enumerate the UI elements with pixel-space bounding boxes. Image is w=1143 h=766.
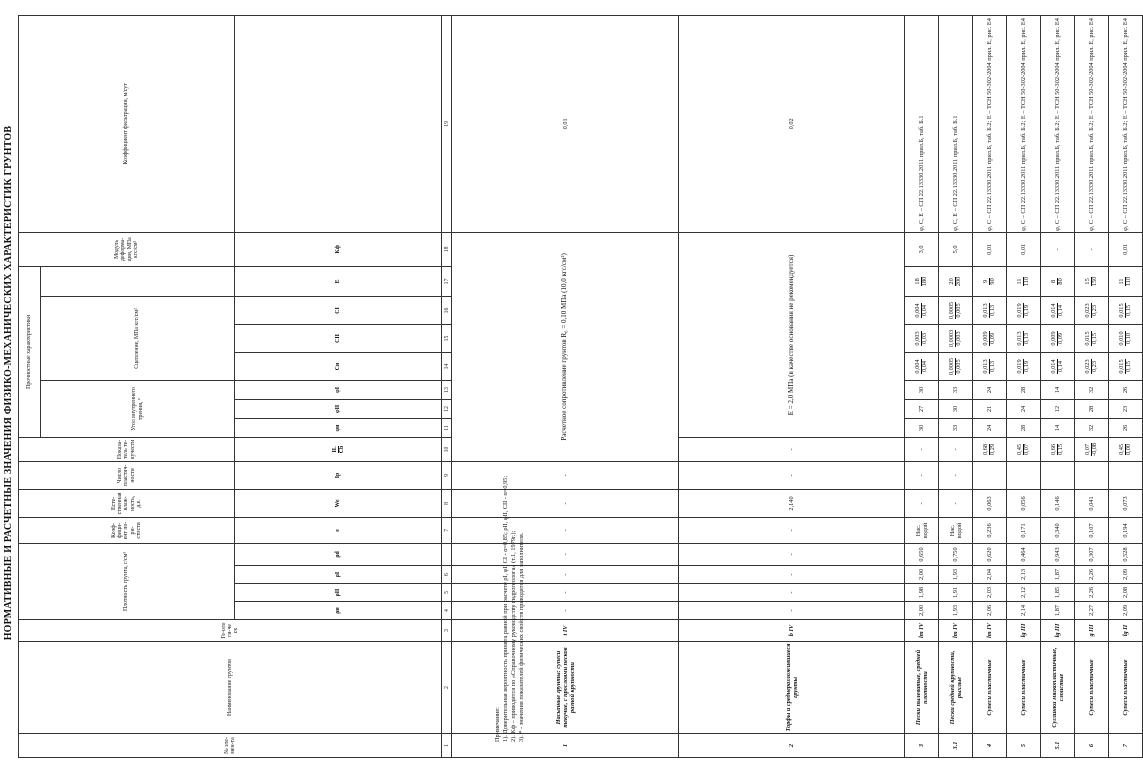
cell-moisture: 0,146	[1041, 489, 1075, 517]
header-plasticity: Число пластич-ности	[19, 461, 235, 489]
sym-e: e	[235, 517, 442, 543]
cell-rho-ii: 2,12	[1007, 584, 1041, 602]
cell-moisture: -	[939, 489, 973, 517]
cell-soil-name: Насыпные грунты: супеси текучие, с прослоями песков разной крупности	[452, 642, 679, 734]
sym-c-ii: CII	[235, 324, 442, 352]
cell-phi-n: 24	[973, 418, 1007, 437]
cell-c-n: 0,013 0,13	[973, 352, 1007, 380]
cell-rho-i: 2,09	[1109, 566, 1143, 584]
cell-rho-i: -	[678, 566, 905, 584]
cell-num: 1	[452, 734, 679, 758]
cell-liquidity: -	[939, 437, 973, 461]
cell-phi-ii: 27	[905, 399, 939, 418]
cell-rho-n: 2,09	[1109, 602, 1143, 620]
cell-rho-ii: -	[678, 584, 905, 602]
cell-c-ii: 0,009 0,09	[1041, 324, 1075, 352]
cell-rho-ii: -	[452, 584, 679, 602]
cell-e-mod: 18 180	[905, 266, 939, 296]
header-porosity: Коэф-фици-ент по-ри-стости	[19, 517, 235, 543]
cell-e-mod: 11 110	[1109, 266, 1143, 296]
cell-plasticity: -	[678, 461, 905, 489]
cell-e-mod: 8 80	[1041, 266, 1075, 296]
cell-e-mod: 11 110	[1007, 266, 1041, 296]
cell-c-i: 0,004 0,04	[905, 296, 939, 324]
cell-phi-ii: 24	[1007, 399, 1041, 418]
cell-phi-i: 24	[973, 380, 1007, 399]
colnum-7: 7	[442, 517, 452, 543]
cell-rho-i: 2,13	[1007, 566, 1041, 584]
cell-rho-n: 1,93	[939, 602, 973, 620]
sym-rho-d: ρd	[235, 543, 442, 565]
table-row	[1075, 15, 1109, 757]
cell-phi-i: 28	[1007, 380, 1041, 399]
cell-liquidity: 0,45 0,07	[1007, 437, 1041, 461]
cell-soil-name: Супеси пластичные	[1007, 642, 1041, 734]
cell-rho-n: 1,87	[1041, 602, 1075, 620]
cell-liquidity: 0,45 0,00	[1109, 437, 1143, 461]
cell-phi-n: 26	[1109, 418, 1143, 437]
table-row	[939, 15, 973, 757]
cell-soil-name: Пески средней крупности, рыхлые	[939, 642, 973, 734]
cell-phi-ii: 28	[1075, 399, 1109, 418]
cell-rho-d: 0,943	[1041, 543, 1075, 565]
document-title: НОРМАТИВНЫЕ И РАСЧЕТНЫЕ ЗНАЧЕНИЯ ФИЗИКО-МЕХАНИЧЕСКИХ ХАРАКТЕРИСТИК ГРУНТОВ	[3, 125, 14, 641]
cell-rho-i: 2,00	[905, 566, 939, 584]
cell-c-ii: 0,0003 0,003	[939, 324, 973, 352]
cell-liquidity: -	[678, 437, 905, 461]
colnum-6: 6	[442, 566, 452, 584]
cell-rho-i: 2,04	[973, 566, 1007, 584]
cell-c-ii: 0,015 0,15	[1075, 324, 1109, 352]
cell-porosity: 0,194	[1109, 517, 1143, 543]
cell-c-i: 0,023 0,23	[1075, 296, 1109, 324]
note-3: 3). * - значения показателей физических свойств приводятся для заполнителя.	[517, 532, 525, 742]
colnum-11: 11	[442, 418, 452, 437]
table-row	[1109, 15, 1143, 757]
cell-phi-i: 30	[905, 380, 939, 399]
cell-porosity: 0,107	[1075, 517, 1109, 543]
cell-method: φ, C – СП 22.13330.2011 прил.Б, таб. Б.2; E – ТСН 50-302-2004 прил. Е, рис. Е4	[1007, 15, 1041, 232]
colnum-18: 18	[442, 232, 452, 266]
cell-age: lm IV	[905, 620, 939, 642]
cell-rho-d: -	[452, 543, 679, 565]
sym-rho-ii: ρII	[235, 584, 442, 602]
cell-c-i: 0,019 0,19	[1007, 296, 1041, 324]
cell-liquidity: -	[905, 437, 939, 461]
cell-c-n: 0,019 0,19	[1007, 352, 1041, 380]
colnum-6b	[442, 543, 452, 565]
cell-phi-n: 30	[905, 418, 939, 437]
cell-rho-i: 2,26	[1075, 566, 1109, 584]
cell-plasticity: -	[905, 461, 939, 489]
cell-liquidity: 0,07 -0,08	[1075, 437, 1109, 461]
cell-c-n: 0,014 0,14	[1041, 352, 1075, 380]
note-2: 2). Kф – приводится по «Справочному руководству гидрогеолога» (т.1, 1979г.);	[509, 530, 517, 742]
cell-rho-d: 0,464	[1007, 543, 1041, 565]
cell-phi-n: 28	[1007, 418, 1041, 437]
header-soil-name: Наименование грунтов	[19, 642, 442, 734]
cell-porosity: 0,171	[1007, 517, 1041, 543]
header-filtration: Коэффициент фильтрации, м/сут	[19, 15, 235, 232]
table-row	[973, 15, 1007, 757]
cell-rho-ii: 2,08	[1109, 584, 1143, 602]
header-element-number: № эле-мен-та	[19, 734, 442, 758]
sym-phi-ii: φII	[235, 399, 442, 418]
cell-rho-i: 1,93	[939, 566, 973, 584]
cell-c-i: 0,014 0,14	[1041, 296, 1075, 324]
header-deformation-modulus: Модуль деформа-ции, МПа кгс/см²	[19, 232, 235, 266]
cell-moisture: 2,140	[678, 489, 905, 517]
cell-porosity: Нас. водой	[939, 517, 973, 543]
cell-filtration: -	[1075, 232, 1109, 266]
colnum-15: 15	[442, 324, 452, 352]
sym-we: We	[235, 489, 442, 517]
notes-heading: Примечание:	[494, 707, 501, 742]
cell-e-mod: 20 200	[939, 266, 973, 296]
cell-c-n: 0,004 0,04	[905, 352, 939, 380]
sym-c-i: CI	[235, 296, 442, 324]
cell-num: 3.1	[939, 734, 973, 758]
cell-c-i: 0,015 0,15	[1109, 296, 1143, 324]
cell-num: 5	[1007, 734, 1041, 758]
header-strength-blank	[41, 266, 235, 296]
header-strength: Прочностные характеристики	[19, 266, 41, 437]
cell-method: φ, C – СП 22.13330.2011 прил.Б, таб. Б.2; E – ТСН 50-302-2004 прил. Е, рис. Е4	[973, 15, 1007, 232]
cell-rho-n: -	[452, 602, 679, 620]
colnum-14: 14	[442, 352, 452, 380]
cell-soil-name: Торфы и среднеразложившиеся грунты	[678, 642, 905, 734]
cell-phi-i: 33	[939, 380, 973, 399]
cell-method: φ, C – СП 22.13330.2011 прил.Б, таб. Б.2; E – ТСН 50-302-2004 прил. Е, рис. Е4	[1109, 15, 1143, 232]
cell-age: g III	[1075, 620, 1109, 642]
cell-moisture: 0,063	[973, 489, 1007, 517]
cell-c-ii: 0,010 0,10	[1109, 324, 1143, 352]
sym-e-mod: E	[235, 266, 442, 296]
cell-filtration: 0,01	[452, 15, 679, 232]
cell-rho-d: -	[678, 543, 905, 565]
sym-kf: Kф	[235, 232, 442, 266]
soil-properties-table	[18, 15, 1143, 758]
cell-num: 4	[973, 734, 1007, 758]
cell-num: 5.1	[1041, 734, 1075, 758]
cell-filtration: 3,0	[905, 232, 939, 266]
cell-moisture: 0,041	[1075, 489, 1109, 517]
cell-c-n: 0,0005 0,005	[939, 352, 973, 380]
colnum-3: 3	[442, 620, 452, 642]
cell-rho-n: 2,27	[1075, 602, 1109, 620]
colnum-1: 1	[442, 734, 452, 758]
cell-c-i: 0,0005 0,005	[939, 296, 973, 324]
cell-age: t IV	[452, 620, 679, 642]
cell-rho-n: 2,06	[973, 602, 1007, 620]
cell-rho-ii: 2,03	[973, 584, 1007, 602]
cell-soil-name: Пески пылеватые, средней плотности	[905, 642, 939, 734]
cell-bearing-resistance: Расчетное сопротивление грунтов R₀ = 0,10 MПа (10,0 кгс/см²)	[452, 232, 679, 461]
cell-moisture: -	[905, 489, 939, 517]
cell-filtration: 0,02	[678, 15, 905, 232]
note-1: 1). Доверительная вероятность принята равной при расчете ρI, φI, CI - α=0,85; ρII, φII, CII - α=0,95;	[501, 475, 509, 742]
header-friction-angle: Угол внутреннего трения, °	[41, 380, 235, 437]
cell-phi-ii: 21	[973, 399, 1007, 418]
table-row	[905, 15, 939, 757]
colnum-4: 4	[442, 602, 452, 620]
cell-plasticity	[1109, 461, 1143, 489]
cell-method: φ, C – СП 22.13330.2011 прил.Б, таб. Б.2; E – ТСН 50-302-2004 прил. Е, рис. Е4	[1075, 15, 1109, 232]
cell-porosity: 0,236	[973, 517, 1007, 543]
cell-filtration: 0,01	[973, 232, 1007, 266]
cell-rho-n: 2,00	[905, 602, 939, 620]
cell-rho-i: -	[452, 566, 679, 584]
sym-ip: Ip	[235, 461, 442, 489]
cell-moisture: -	[452, 489, 679, 517]
cell-plasticity	[973, 461, 1007, 489]
cell-rho-ii: 2,26	[1075, 584, 1109, 602]
cell-c-i: 0,013 0,13	[973, 296, 1007, 324]
cell-c-ii: 0,013 0,13	[1007, 324, 1041, 352]
cell-filtration: 5,0	[939, 232, 973, 266]
colnum-13: 13	[442, 380, 452, 399]
cell-e-mod: 9 90	[973, 266, 1007, 296]
cell-porosity: Нас. водой	[905, 517, 939, 543]
cell-deformation-note: E = 2,0 MПа (в качестве основания не рекомендуется)	[678, 232, 905, 437]
cell-plasticity	[1007, 461, 1041, 489]
cell-method: φ, C – СП 22.13330.2011 прил.Б, таб. Б.2; E – ТСН 50-302-2004 прил. Е, рис. Е4	[1041, 15, 1075, 232]
cell-rho-ii: 1,85	[1041, 584, 1075, 602]
cell-rho-i: 1,87	[1041, 566, 1075, 584]
cell-num: 7	[1109, 734, 1143, 758]
cell-age: lm IV	[973, 620, 1007, 642]
cell-liquidity: 0,68 0,29	[973, 437, 1007, 461]
cell-moisture: 0,056	[1007, 489, 1041, 517]
colnum-12: 12	[442, 399, 452, 418]
colnum-5: 5	[442, 584, 452, 602]
header-density: Плотность грунта, г/см³	[19, 543, 235, 619]
cell-rho-d: 0,620	[973, 543, 1007, 565]
colnum-8: 8	[442, 489, 452, 517]
colnum-10: 10	[442, 437, 452, 461]
cell-plasticity	[1041, 461, 1075, 489]
cell-rho-d: 0,750	[939, 543, 973, 565]
sym-il: IL Сb	[235, 437, 442, 461]
cell-phi-i: 26	[1109, 380, 1143, 399]
cell-liquidity: 0,66 0,15	[1041, 437, 1075, 461]
cell-phi-ii: 12	[1041, 399, 1075, 418]
cell-age: lm IV	[939, 620, 973, 642]
cell-rho-d: 0,307	[1075, 543, 1109, 565]
cell-soil-name: Супеси пластичные	[973, 642, 1007, 734]
cell-phi-n: 32	[1075, 418, 1109, 437]
sym-rho-n: ρн	[235, 602, 442, 620]
cell-age: lg III	[1007, 620, 1041, 642]
cell-filtration: 0,01	[1007, 232, 1041, 266]
cell-moisture: 0,073	[1109, 489, 1143, 517]
cell-porosity: -	[452, 517, 679, 543]
cell-rho-d: 0,650	[905, 543, 939, 565]
notes-block	[494, 142, 525, 742]
table-row	[452, 15, 679, 757]
cell-phi-n: 33	[939, 418, 973, 437]
cell-porosity: 0,340	[1041, 517, 1075, 543]
cell-phi-ii: 23	[1109, 399, 1143, 418]
colnum-9: 9	[442, 461, 452, 489]
cell-age: lg II	[1109, 620, 1143, 642]
header-moisture: Есте-ственная влаж-ность, д.е.	[19, 489, 235, 517]
cell-phi-ii: 30	[939, 399, 973, 418]
sym-phi-i: φI	[235, 380, 442, 399]
cell-porosity: -	[678, 517, 905, 543]
cell-num: 2	[678, 734, 905, 758]
cell-rho-d: 0,528	[1109, 543, 1143, 565]
sym-rho-i: ρI	[235, 566, 442, 584]
cell-age: lg III	[1041, 620, 1075, 642]
cell-c-n: 0,023 0,23	[1075, 352, 1109, 380]
header-geological-age: Ге-оло ги-че ск	[19, 620, 442, 642]
cell-filtration: 0,01	[1109, 232, 1143, 266]
cell-e-mod: 15 150	[1075, 266, 1109, 296]
cell-c-ii: 0,009 0,09	[973, 324, 1007, 352]
sym-phi-n: φн	[235, 418, 442, 437]
colnum-17: 17	[442, 266, 452, 296]
cell-phi-i: 32	[1075, 380, 1109, 399]
cell-soil-name: Супеси пластичные	[1109, 642, 1143, 734]
cell-rho-ii: 1,98	[905, 584, 939, 602]
header-cohesion: Сцепление, МПа кгс/см²	[41, 296, 235, 380]
cell-soil-name: Супеси пластичные	[1075, 642, 1109, 734]
table-row	[1041, 15, 1075, 757]
cell-plasticity: -	[939, 461, 973, 489]
table-row	[678, 15, 905, 757]
cell-rho-n: -	[678, 602, 905, 620]
cell-phi-n: 14	[1041, 418, 1075, 437]
cell-method: φ, C, E – СП 22.13330.2011 прил.Б, таб. Б.1	[939, 15, 973, 232]
cell-age: b IV	[678, 620, 905, 642]
cell-method: φ, C, E – СП 22.13330.2011 прил.Б, таб. Б.1	[905, 15, 939, 232]
cell-c-ii: 0,003 0,03	[905, 324, 939, 352]
colnum-19: 19	[442, 15, 452, 232]
cell-plasticity: -	[452, 461, 679, 489]
colnum-2: 2	[442, 642, 452, 734]
cell-c-n: 0,015 0,15	[1109, 352, 1143, 380]
cell-plasticity	[1075, 461, 1109, 489]
cell-rho-ii: 1,91	[939, 584, 973, 602]
sym-c-n: Cн	[235, 352, 442, 380]
cell-num: 3	[905, 734, 939, 758]
table-row	[1007, 15, 1041, 757]
header-liquidity: Показа-тель те-кучести	[19, 437, 235, 461]
cell-phi-i: 14	[1041, 380, 1075, 399]
cell-rho-n: 2,14	[1007, 602, 1041, 620]
cell-num: 6	[1075, 734, 1109, 758]
colnum-16: 16	[442, 296, 452, 324]
cell-soil-name: Суглинки мягкопластичные, слоистые	[1041, 642, 1075, 734]
cell-filtration: -	[1041, 232, 1075, 266]
